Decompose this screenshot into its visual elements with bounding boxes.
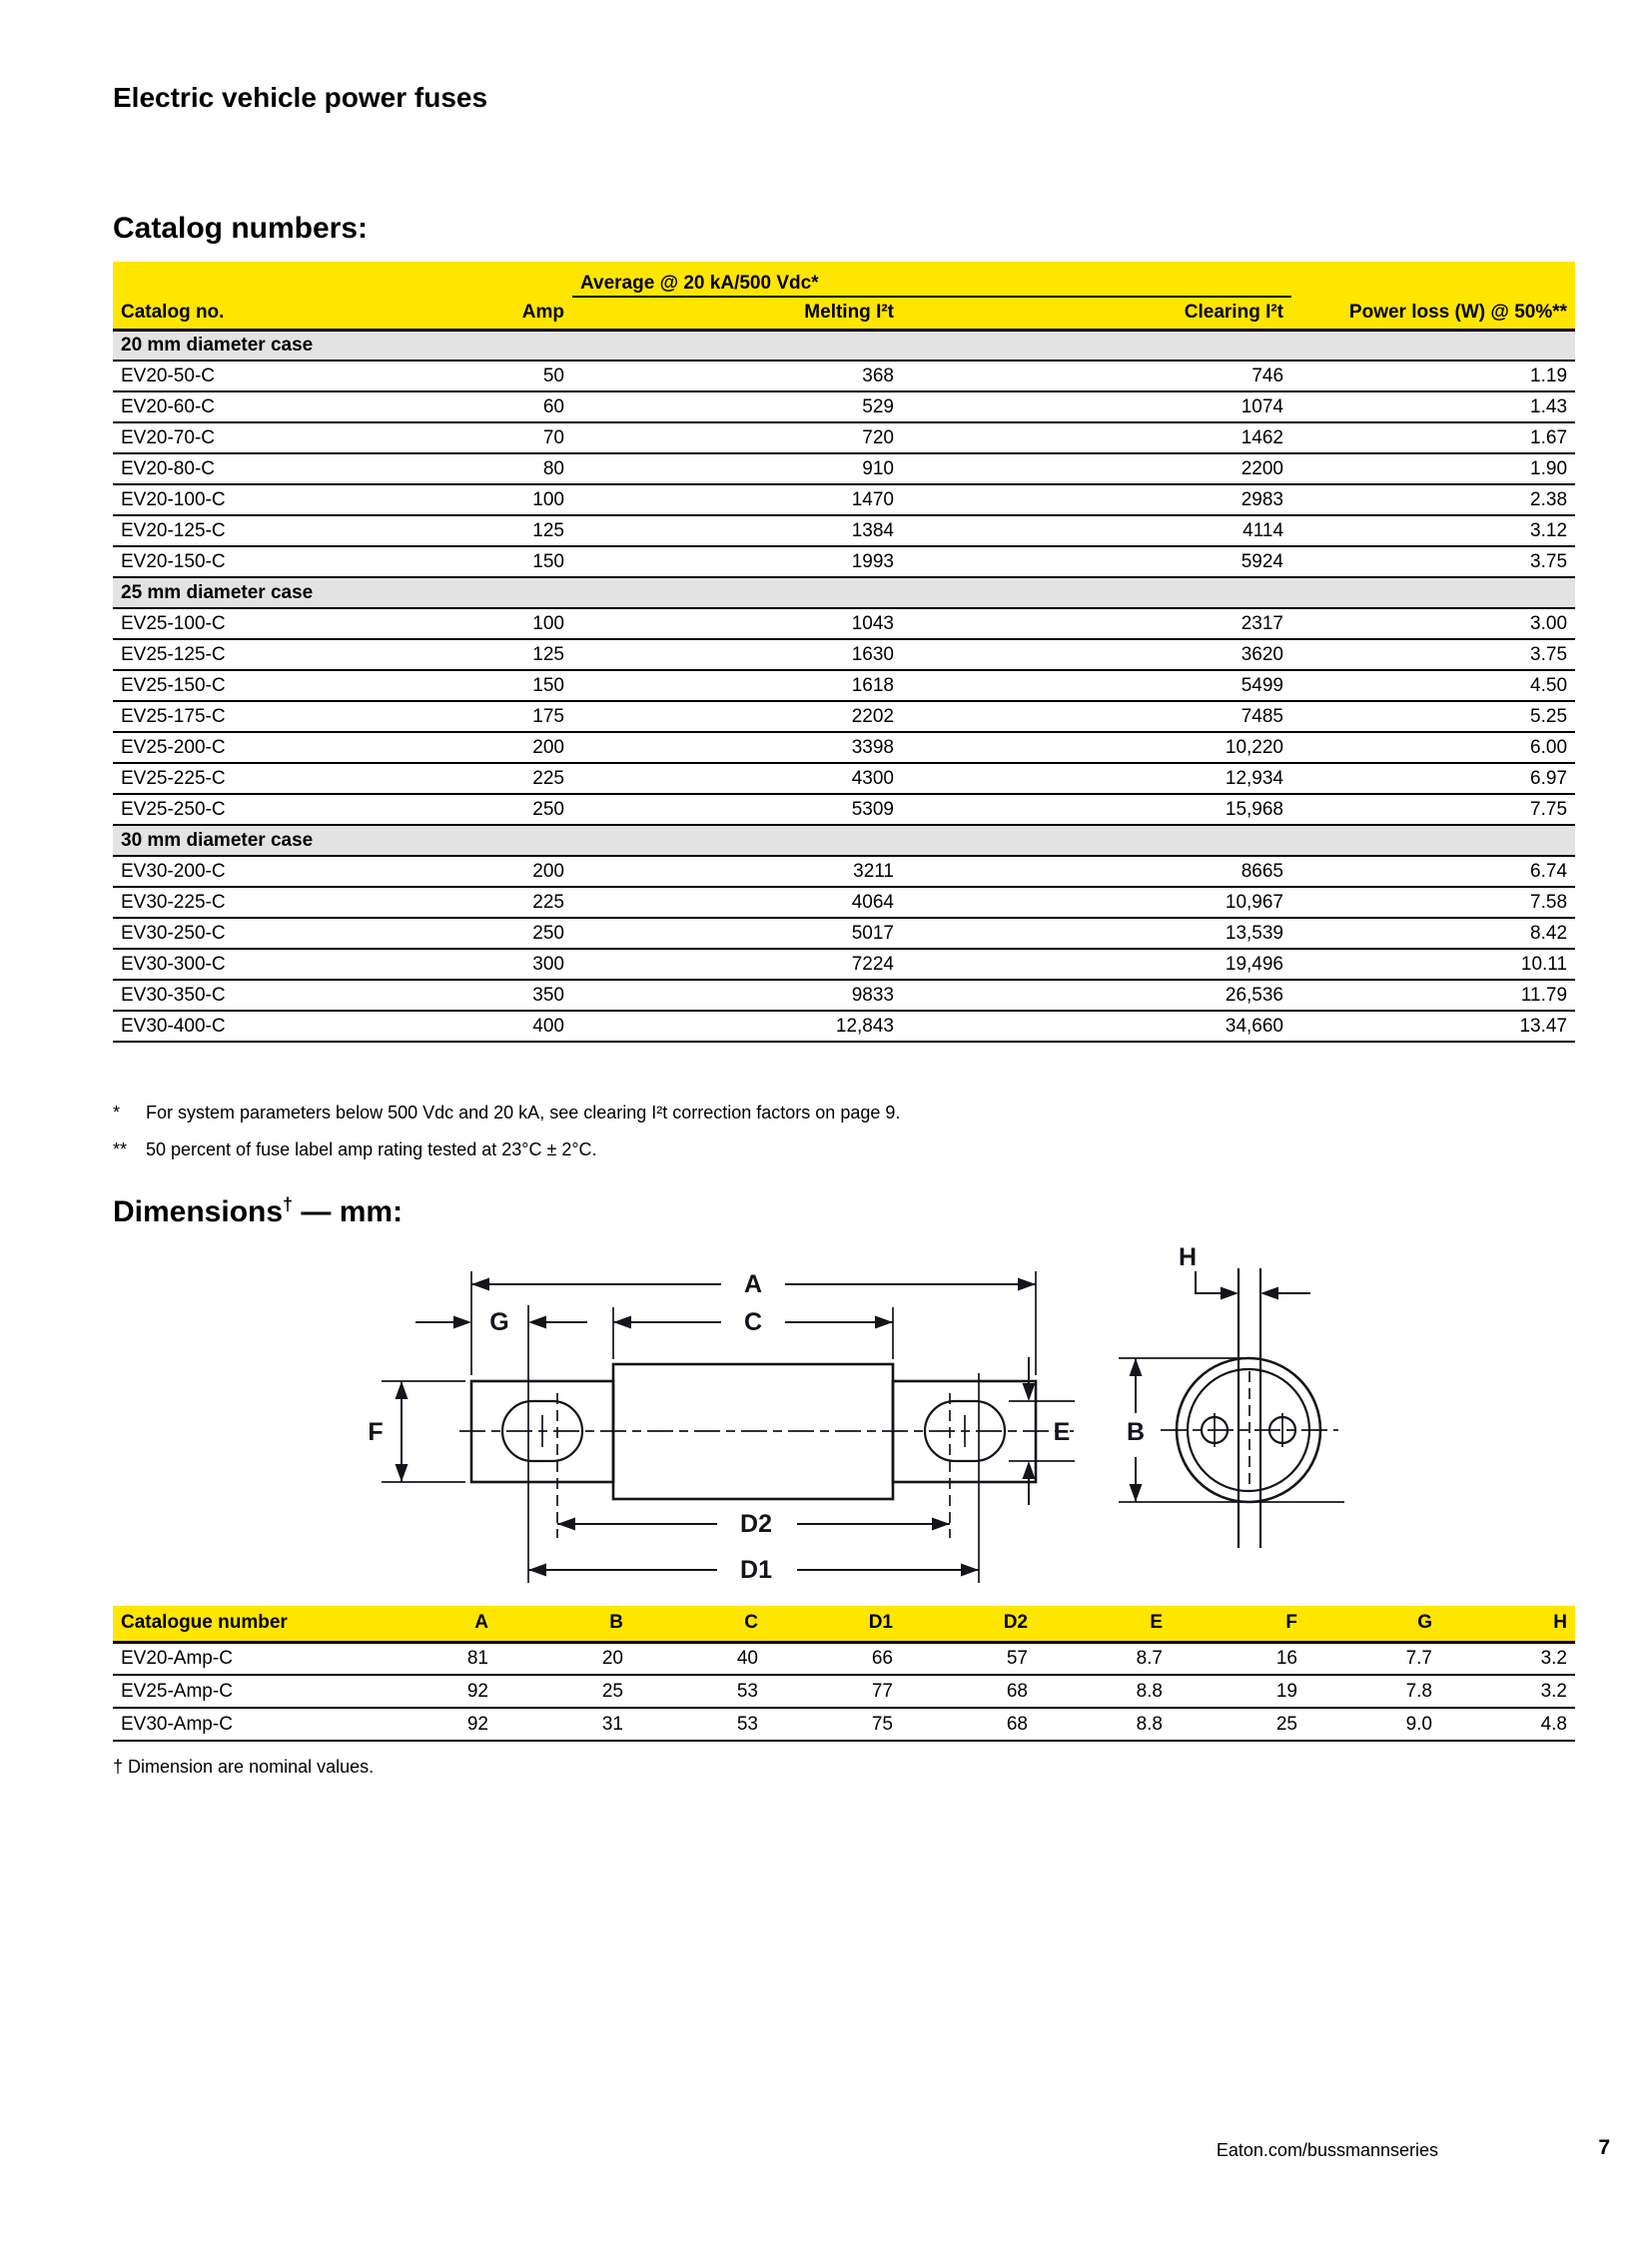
clearing-i2t-cell: 2983	[902, 484, 1291, 515]
dim-value-cell: 75	[766, 1708, 901, 1741]
catalog-no-cell: EV20-60-C	[113, 391, 413, 422]
power-loss-cell: 2.38	[1291, 484, 1575, 515]
clearing-i2t-cell: 10,220	[902, 732, 1291, 763]
melting-i2t-cell: 1630	[572, 639, 902, 670]
footnote-text: 50 percent of fuse label amp rating tested at 23°C ± 2°C.	[146, 1139, 597, 1159]
case-section-row	[113, 577, 1575, 608]
power-loss-cell: 1.90	[1291, 453, 1575, 484]
col-header-c: C	[631, 1606, 766, 1642]
dim-value-cell: 4.8	[1440, 1708, 1575, 1741]
dim-label-h: H	[1178, 1243, 1198, 1271]
amp-cell: 125	[413, 639, 572, 670]
footnote-mark: *	[113, 1103, 121, 1122]
melting-i2t-cell: 1043	[572, 608, 902, 639]
clearing-i2t-cell: 7485	[902, 701, 1291, 732]
clearing-i2t-cell: 5924	[902, 546, 1291, 577]
clearing-i2t-cell: 8665	[902, 856, 1291, 887]
dim-value-cell: 3.2	[1440, 1642, 1575, 1675]
amp-cell: 60	[413, 391, 572, 422]
melting-i2t-cell: 9833	[572, 980, 902, 1011]
power-loss-cell: 1.43	[1291, 391, 1575, 422]
footnote-clearing-correction	[113, 1103, 900, 1123]
dim-value-cell: 19	[1171, 1675, 1305, 1708]
catalog-row	[113, 856, 1575, 887]
average-span-header: Average @ 20 kA/500 Vdc*	[572, 262, 1291, 297]
average-span-row	[113, 262, 1575, 297]
catalog-no-cell: EV30-350-C	[113, 980, 413, 1011]
catalog-row	[113, 794, 1575, 825]
page-number: 7	[1598, 2136, 1610, 2159]
amp-cell: 150	[413, 670, 572, 701]
power-loss-cell: 10.11	[1291, 949, 1575, 980]
catalog-no-cell: EV30-300-C	[113, 949, 413, 980]
melting-i2t-cell: 3398	[572, 732, 902, 763]
col-header-b: B	[496, 1606, 631, 1642]
power-loss-cell: 3.75	[1291, 639, 1575, 670]
melting-i2t-cell: 5017	[572, 918, 902, 949]
clearing-i2t-cell: 1074	[902, 391, 1291, 422]
catalog-row	[113, 763, 1575, 794]
catalog-no-cell: EV25-100-C	[113, 608, 413, 639]
catalog-no-cell: EV20-80-C	[113, 453, 413, 484]
amp-cell: 80	[413, 453, 572, 484]
case-section-label: 20 mm diameter case	[113, 330, 1575, 361]
catalog-no-cell: EV20-125-C	[113, 515, 413, 546]
dim-value-cell: 57	[901, 1642, 1036, 1675]
header-spacer	[113, 262, 572, 297]
dim-value-cell: 92	[362, 1675, 496, 1708]
col-header-d1: D1	[766, 1606, 901, 1642]
dim-value-cell: 8.7	[1036, 1642, 1171, 1675]
catalog-row	[113, 453, 1575, 484]
catalog-row	[113, 887, 1575, 918]
catalog-row	[113, 949, 1575, 980]
catalog-row	[113, 918, 1575, 949]
power-loss-cell: 8.42	[1291, 918, 1575, 949]
dim-value-cell: 68	[901, 1675, 1036, 1708]
catalog-row	[113, 515, 1575, 546]
amp-cell: 300	[413, 949, 572, 980]
catalog-no-cell: EV30-200-C	[113, 856, 413, 887]
dagger-mark: †	[283, 1194, 294, 1214]
catalog-no-cell: EV25-150-C	[113, 670, 413, 701]
dimensions-table	[113, 1606, 1575, 1742]
amp-cell: 100	[413, 608, 572, 639]
catalog-no-cell: EV20-150-C	[113, 546, 413, 577]
amp-cell: 400	[413, 1011, 572, 1042]
catalog-row	[113, 422, 1575, 453]
case-section-row	[113, 330, 1575, 361]
dim-value-cell: 53	[631, 1708, 766, 1741]
dim-value-cell: 20	[496, 1642, 631, 1675]
power-loss-cell: 6.97	[1291, 763, 1575, 794]
dim-value-cell: 68	[901, 1708, 1036, 1741]
dimension-row	[113, 1675, 1575, 1708]
dim-value-cell: 53	[631, 1675, 766, 1708]
catalog-numbers-table	[113, 262, 1575, 1043]
clearing-i2t-cell: 10,967	[902, 887, 1291, 918]
catalog-no-cell: EV25-200-C	[113, 732, 413, 763]
clearing-i2t-cell: 1462	[902, 422, 1291, 453]
clearing-i2t-cell: 26,536	[902, 980, 1291, 1011]
power-loss-cell: 6.00	[1291, 732, 1575, 763]
clearing-i2t-cell: 2317	[902, 608, 1291, 639]
power-loss-cell: 7.58	[1291, 887, 1575, 918]
catalog-row	[113, 1011, 1575, 1042]
dim-label-c: C	[743, 1308, 763, 1336]
clearing-i2t-cell: 34,660	[902, 1011, 1291, 1042]
dim-value-cell: 40	[631, 1642, 766, 1675]
power-loss-cell: 3.00	[1291, 608, 1575, 639]
amp-cell: 125	[413, 515, 572, 546]
amp-cell: 150	[413, 546, 572, 577]
melting-i2t-cell: 2202	[572, 701, 902, 732]
catalog-row	[113, 701, 1575, 732]
catalog-no-cell: EV30-400-C	[113, 1011, 413, 1042]
melting-i2t-cell: 720	[572, 422, 902, 453]
col-header-f: F	[1171, 1606, 1305, 1642]
amp-cell: 250	[413, 794, 572, 825]
catalog-row	[113, 546, 1575, 577]
dim-value-cell: 66	[766, 1642, 901, 1675]
clearing-i2t-cell: 13,539	[902, 918, 1291, 949]
dim-label-g: G	[489, 1308, 509, 1336]
case-section-row	[113, 825, 1575, 856]
power-loss-cell: 3.12	[1291, 515, 1575, 546]
melting-i2t-cell: 7224	[572, 949, 902, 980]
power-loss-cell: 13.47	[1291, 1011, 1575, 1042]
amp-cell: 225	[413, 763, 572, 794]
melting-i2t-cell: 4064	[572, 887, 902, 918]
melting-i2t-cell: 4300	[572, 763, 902, 794]
amp-cell: 250	[413, 918, 572, 949]
clearing-i2t-cell: 4114	[902, 515, 1291, 546]
catalog-no-cell: EV30-250-C	[113, 918, 413, 949]
melting-i2t-cell: 529	[572, 391, 902, 422]
melting-i2t-cell: 368	[572, 361, 902, 391]
clearing-i2t-cell: 19,496	[902, 949, 1291, 980]
catalog-no-cell: EV25-250-C	[113, 794, 413, 825]
dimensions-column-header-row	[113, 1606, 1575, 1642]
dim-label-d2: D2	[740, 1510, 772, 1538]
catalog-row	[113, 670, 1575, 701]
melting-i2t-cell: 12,843	[572, 1011, 902, 1042]
col-header-d2: D2	[901, 1606, 1036, 1642]
clearing-i2t-cell: 15,968	[902, 794, 1291, 825]
fuse-side-view	[368, 1270, 1075, 1584]
catalogue-number-cell: EV25-Amp-C	[113, 1675, 362, 1708]
dim-label-a: A	[743, 1270, 763, 1298]
dim-value-cell: 92	[362, 1708, 496, 1741]
col-header-e: E	[1036, 1606, 1171, 1642]
dim-value-cell: 7.7	[1305, 1642, 1440, 1675]
dim-label-f: F	[368, 1418, 384, 1446]
catalog-row	[113, 361, 1575, 391]
clearing-i2t-cell: 5499	[902, 670, 1291, 701]
dim-value-cell: 3.2	[1440, 1675, 1575, 1708]
catalog-footnotes	[113, 1103, 900, 1176]
col-header-amp: Amp	[413, 297, 572, 330]
col-header-catalogue-number: Catalogue number	[113, 1606, 362, 1642]
power-loss-cell: 1.67	[1291, 422, 1575, 453]
amp-cell: 200	[413, 732, 572, 763]
melting-i2t-cell: 3211	[572, 856, 902, 887]
amp-cell: 70	[413, 422, 572, 453]
dim-value-cell: 9.0	[1305, 1708, 1440, 1741]
power-loss-cell: 3.75	[1291, 546, 1575, 577]
dim-value-cell: 31	[496, 1708, 631, 1741]
dim-value-cell: 25	[1171, 1708, 1305, 1741]
header-spacer	[1291, 262, 1575, 297]
col-header-h: H	[1440, 1606, 1575, 1642]
amp-cell: 200	[413, 856, 572, 887]
amp-cell: 50	[413, 361, 572, 391]
col-header-clearing-i2t: Clearing I²t	[902, 297, 1291, 330]
catalog-no-cell: EV20-70-C	[113, 422, 413, 453]
catalogue-number-cell: EV30-Amp-C	[113, 1708, 362, 1741]
melting-i2t-cell: 1384	[572, 515, 902, 546]
catalog-no-cell: EV30-225-C	[113, 887, 413, 918]
melting-i2t-cell: 5309	[572, 794, 902, 825]
amp-cell: 225	[413, 887, 572, 918]
catalog-no-cell: EV20-50-C	[113, 361, 413, 391]
catalog-row	[113, 980, 1575, 1011]
melting-i2t-cell: 1618	[572, 670, 902, 701]
clearing-i2t-cell: 3620	[902, 639, 1291, 670]
dim-value-cell: 25	[496, 1675, 631, 1708]
col-header-melting-i2t: Melting I²t	[572, 297, 902, 330]
dim-value-cell: 16	[1171, 1642, 1305, 1675]
catalog-no-cell: EV25-125-C	[113, 639, 413, 670]
dim-value-cell: 81	[362, 1642, 496, 1675]
clearing-i2t-cell: 2200	[902, 453, 1291, 484]
catalog-row	[113, 608, 1575, 639]
page-title: Electric vehicle power fuses	[113, 82, 488, 113]
dimensions-footnote: † Dimension are nominal values.	[113, 1757, 375, 1777]
power-loss-cell: 4.50	[1291, 670, 1575, 701]
catalog-row	[113, 391, 1575, 422]
melting-i2t-cell: 1470	[572, 484, 902, 515]
case-section-label: 30 mm diameter case	[113, 825, 1575, 856]
dim-value-cell: 8.8	[1036, 1708, 1171, 1741]
dim-value-cell: 8.8	[1036, 1675, 1171, 1708]
dimensions-heading: Dimensions† — mm:	[113, 1194, 404, 1228]
dimension-row	[113, 1708, 1575, 1741]
fuse-end-view	[1119, 1243, 1344, 1548]
col-header-catalog-no: Catalog no.	[113, 297, 413, 330]
footnote-text: For system parameters below 500 Vdc and 20 kA, see clearing I²t correction factors on page 9.	[146, 1103, 901, 1122]
catalogue-number-cell: EV20-Amp-C	[113, 1642, 362, 1675]
dimension-row	[113, 1642, 1575, 1675]
dim-label-d1: D1	[740, 1556, 772, 1584]
dim-value-cell: 77	[766, 1675, 901, 1708]
clearing-i2t-cell: 12,934	[902, 763, 1291, 794]
col-header-g: G	[1305, 1606, 1440, 1642]
amp-cell: 175	[413, 701, 572, 732]
catalog-no-cell: EV20-100-C	[113, 484, 413, 515]
catalog-no-cell: EV25-225-C	[113, 763, 413, 794]
footnote-power-loss-test	[113, 1139, 900, 1160]
amp-cell: 100	[413, 484, 572, 515]
amp-cell: 350	[413, 980, 572, 1011]
power-loss-cell: 5.25	[1291, 701, 1575, 732]
melting-i2t-cell: 1993	[572, 546, 902, 577]
melting-i2t-cell: 910	[572, 453, 902, 484]
power-loss-cell: 11.79	[1291, 980, 1575, 1011]
catalog-row	[113, 732, 1575, 763]
footer-url: Eaton.com/bussmannseries	[1216, 2140, 1438, 2160]
dim-label-b: B	[1126, 1418, 1146, 1446]
power-loss-cell: 6.74	[1291, 856, 1575, 887]
catalog-no-cell: EV25-175-C	[113, 701, 413, 732]
col-header-power-loss: Power loss (W) @ 50%**	[1291, 297, 1575, 330]
case-section-label: 25 mm diameter case	[113, 577, 1575, 608]
catalog-numbers-heading: Catalog numbers:	[113, 212, 369, 245]
clearing-i2t-cell: 746	[902, 361, 1291, 391]
footnote-mark: **	[113, 1139, 128, 1159]
power-loss-cell: 1.19	[1291, 361, 1575, 391]
fuse-dimension-diagram	[270, 1243, 1428, 1623]
catalog-column-header-row	[113, 297, 1575, 330]
col-header-a: A	[362, 1606, 496, 1642]
dim-value-cell: 7.8	[1305, 1675, 1440, 1708]
power-loss-cell: 7.75	[1291, 794, 1575, 825]
catalog-row	[113, 639, 1575, 670]
dim-label-e: E	[1053, 1418, 1071, 1446]
catalog-row	[113, 484, 1575, 515]
